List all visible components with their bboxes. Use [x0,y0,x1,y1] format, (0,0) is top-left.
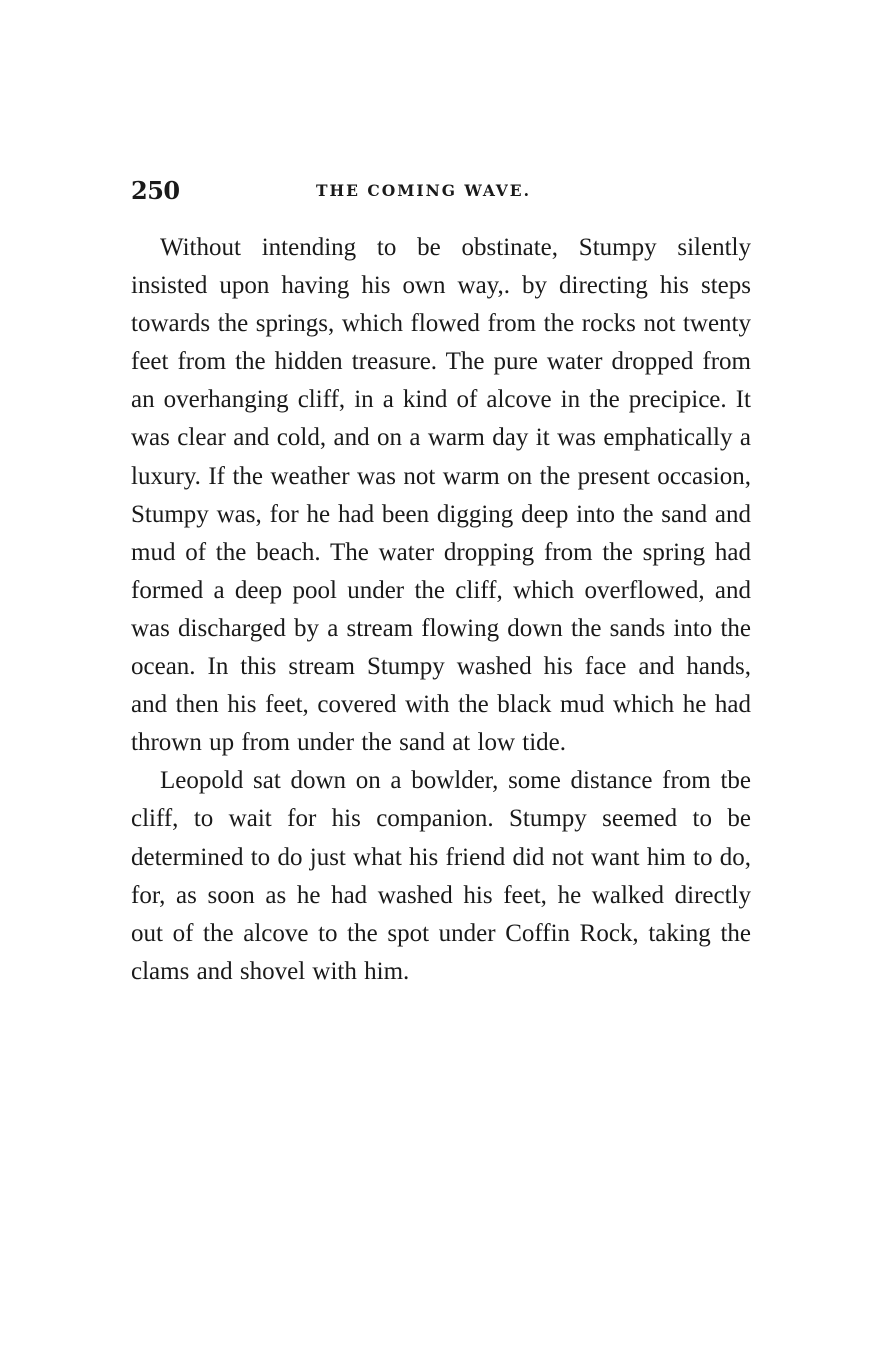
page-header [131,176,751,206]
paragraph: Leopold sat down on a bowlder, some distance from tbe cliff, to wait for his companion. Stumpy seemed to be determined to do just what his friend did not want him to do, for, as soon as he had washed his feet, he walked directly out of the alcove to the spot under Coffin Rock, taking the clams and shovel with him. [131,767,751,985]
paragraph: Without intending to be obstinate, Stumpy silently insisted upon having his own way,. by directing his steps towards the springs, which flowed from the rocks not twenty feet from the hidden treasure. The pure water dropped from an overhanging cliff, in a kind of alcove in the precipice. It was clear and cold, and on a warm day it was emphatically a luxury. If the weather was not warm on the present occasion, Stumpy was, for he had been digging deep into the sand and mud of the beach. The water dropping from the spring had formed a deep pool under the cliff, which overflowed, and was discharged by a stream flowing down the sands into the ocean. In this stream Stumpy washed his face and hands, and then his feet, covered with the black mud which he had thrown up from under the sand at low tide. [131,234,751,757]
running-title: THE COMING WAVE. [316,181,531,200]
body-text [131,229,751,991]
page-number: 250 [131,176,180,205]
